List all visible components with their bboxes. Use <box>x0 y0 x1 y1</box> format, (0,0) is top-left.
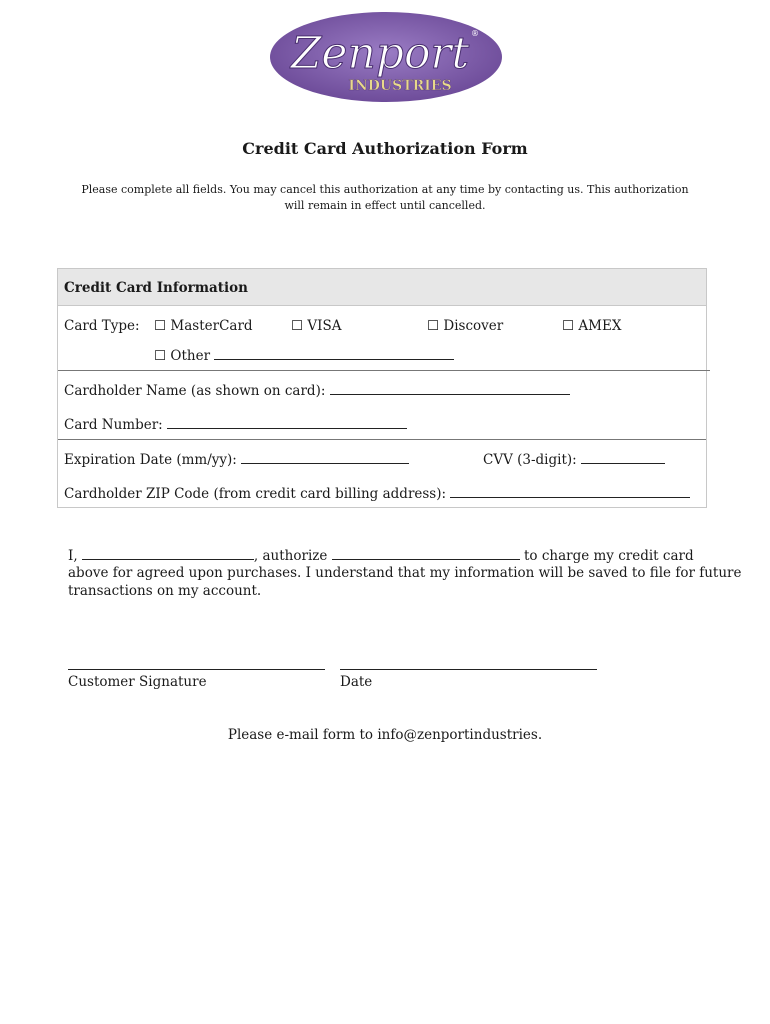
other-label: Other <box>170 348 211 364</box>
auth-middle: , authorize <box>253 548 328 564</box>
customer-name-field[interactable] <box>82 546 254 560</box>
auth-prefix: I, <box>68 548 78 564</box>
visa-option[interactable] <box>291 318 342 334</box>
expiration-field[interactable] <box>241 450 409 464</box>
cvv-label: CVV (3-digit): <box>483 452 577 468</box>
checkbox-icon[interactable]: ☐ <box>562 318 575 334</box>
mastercard-option[interactable] <box>154 318 253 334</box>
footer-instruction: Please e-mail form to info@zenportindustries. <box>227 727 543 743</box>
logo-subtitle: INDUSTRIES <box>348 78 452 94</box>
visa-label: VISA <box>307 318 342 334</box>
expiration-row <box>64 450 409 468</box>
card-number-field[interactable] <box>167 415 407 429</box>
date-line[interactable] <box>340 669 597 670</box>
discover-option[interactable] <box>427 318 503 334</box>
cvv-row <box>483 450 665 468</box>
mastercard-label: MasterCard <box>170 318 253 334</box>
intro-text: Please complete all fields. You may cancel this authorization at any time by contacting us. This authorization will remain in effect until cancelled. <box>81 183 689 212</box>
authorization-line-2: above for agreed upon purchases. I understand that my information will be saved to file for future <box>68 565 742 581</box>
cvv-field[interactable] <box>581 450 665 464</box>
cardholder-name-label: Cardholder Name (as shown on card): <box>64 383 326 399</box>
card-number-row <box>64 415 407 433</box>
date-label: Date <box>340 674 373 690</box>
card-type-label: Card Type: <box>64 318 140 334</box>
divider <box>58 439 706 440</box>
logo-registered: ® <box>471 29 479 38</box>
section-heading: Credit Card Information <box>64 280 248 296</box>
auth-suffix: to charge my credit card <box>523 548 694 564</box>
divider <box>58 370 710 371</box>
zip-field[interactable] <box>450 484 690 498</box>
amex-label: AMEX <box>578 318 622 334</box>
other-field[interactable] <box>214 346 454 360</box>
authorization-line-1 <box>68 546 694 564</box>
merchant-name-field[interactable] <box>332 546 520 560</box>
other-option[interactable] <box>154 346 454 364</box>
card-number-label: Card Number: <box>64 417 163 433</box>
cardholder-name-row <box>64 381 570 399</box>
credit-card-info-section <box>57 268 707 508</box>
logo-wordmark: Zenport <box>290 28 470 79</box>
expiration-label: Expiration Date (mm/yy): <box>64 452 237 468</box>
checkbox-icon[interactable]: ☐ <box>154 348 167 364</box>
discover-label: Discover <box>443 318 504 334</box>
checkbox-icon[interactable]: ☐ <box>291 318 304 334</box>
zip-label: Cardholder ZIP Code (from credit card billing address): <box>64 486 447 502</box>
zip-row <box>64 484 690 502</box>
customer-signature-label: Customer Signature <box>68 674 207 690</box>
page-title: Credit Card Authorization Form <box>242 139 528 158</box>
authorization-line-3: transactions on my account. <box>68 583 262 599</box>
checkbox-icon[interactable]: ☐ <box>154 318 167 334</box>
cardholder-name-field[interactable] <box>330 381 570 395</box>
zenport-logo <box>268 10 504 104</box>
section-header <box>58 269 706 306</box>
amex-option[interactable] <box>562 318 621 334</box>
customer-signature-line[interactable] <box>68 669 325 670</box>
checkbox-icon[interactable]: ☐ <box>427 318 440 334</box>
